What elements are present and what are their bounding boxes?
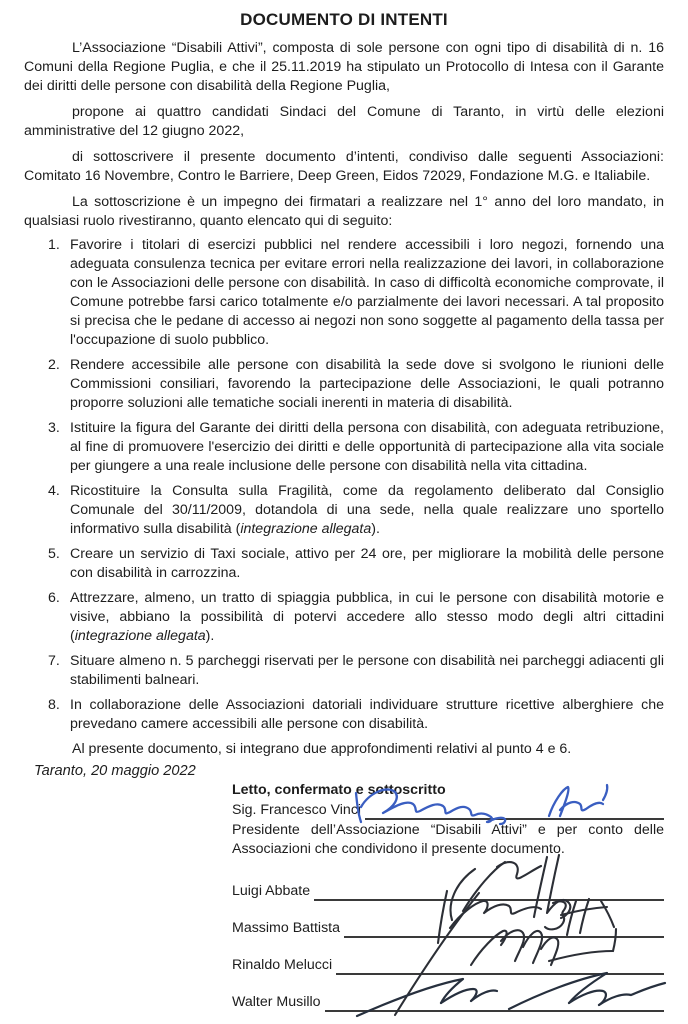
- list-item-number: 6.: [48, 590, 60, 606]
- signature-block: [232, 781, 664, 1012]
- signer-label: Sig. Francesco Vinci: [232, 802, 362, 818]
- signature-line: [325, 994, 664, 1012]
- signature-row-walter-musillo: [232, 990, 664, 1012]
- signer-label: Rinaldo Melucci: [232, 957, 333, 973]
- list-item-text-post: ).: [205, 628, 215, 644]
- list-item-text: [70, 236, 664, 350]
- list-item-text-main: Rendere accessibile alle persone con disabilità la sede dove si svolgono le riunioni delle Commissioni consiliari, favorendo la partecipazione delle Associazioni, le quali potranno proporre soluzioni alle tematiche sociali inerenti in materia di disabilità.: [70, 357, 664, 411]
- list-item-text-italic: integrazione allegata: [74, 628, 206, 644]
- list-item-number: 8.: [48, 697, 60, 713]
- president-note: Presidente dell’Associazione “Disabili Attivi” e per conto delle Associazioni che condividono il presente documento.: [232, 822, 664, 857]
- attestation-heading: Letto, confermato e sottoscritto: [232, 782, 446, 798]
- signature-row-rinaldo-melucci: [232, 953, 664, 975]
- signature-line: [314, 883, 664, 901]
- list-item-text: [70, 482, 664, 539]
- list-item-text-main: Istituire la figura del Garante dei diritti della persona con disabilità, con adeguata retribuzione, al fine di promuovere l'esercizio dei diritti e delle opportunità di partecipazione alla vita sociale per giungere a una reale inclusione delle persone con disabilità nella vita cittadina.: [70, 420, 664, 474]
- place-date: Taranto, 20 maggio 2022: [34, 763, 196, 779]
- paragraph-subscribe: di sottoscrivere il presente documento d’intenti, condiviso dalle seguenti Associazioni: Comitato 16 Novembre, Contro le Barriere, Deep Green, Eidos 72029, Fondazione M.G. e Italiabile.: [24, 149, 664, 184]
- paragraph-association-intro: L’Associazione “Disabili Attivi”, composta di sole persone con ogni tipo di disabilità di n. 16 Comuni della Regione Puglia, e che il 25.11.2019 ha stipulato un Protocollo di Intesa con il Garante dei diritti delle persone con disabilità della Regione Puglia,: [24, 40, 664, 94]
- signature-line: [336, 957, 664, 975]
- list-item-text-main: In collaborazione delle Associazioni datoriali individuare strutture ricettive alberghiere che prevedano camere accessibili alle persone con disabilità.: [70, 697, 664, 732]
- list-item: [24, 696, 664, 734]
- list-item-number: 7.: [48, 653, 60, 669]
- paragraph-commitment: La sottoscrizione è un impegno dei firmatari a realizzare nel 1° anno del loro mandato, in qualsiasi ruolo rivestiranno, quanto elencato qui di seguito:: [24, 194, 664, 229]
- signature-stroke: [497, 862, 541, 878]
- signature-row-francesco-vinci: [232, 800, 664, 820]
- list-item-text-post: ).: [371, 521, 380, 537]
- list-item-number: 2.: [48, 357, 60, 373]
- list-item-number: 5.: [48, 546, 60, 562]
- numbered-list: [24, 236, 664, 734]
- list-item-text: [70, 589, 664, 646]
- list-item-text-main: Situare almeno n. 5 parcheggi riservati per le persone con disabilità nei parcheggi adiacenti gli stabilimenti balneari.: [70, 653, 664, 688]
- list-item: [24, 482, 664, 539]
- list-item-number: 3.: [48, 420, 60, 436]
- signature-line: [344, 920, 664, 938]
- signature-row-luigi-abbate: [232, 879, 664, 901]
- list-item: [24, 236, 664, 350]
- list-item-text-main: Creare un servizio di Taxi sociale, attivo per 24 ore, per migliorare la mobilità delle persone con disabilità in carrozzina.: [70, 546, 664, 581]
- list-item-number: 4.: [48, 483, 60, 499]
- signature-row-massimo-battista: [232, 916, 664, 938]
- document-title: DOCUMENTO DI INTENTI: [240, 10, 448, 29]
- list-item: [24, 652, 664, 690]
- signer-label: Massimo Battista: [232, 920, 341, 936]
- list-item-text-main: Favorire i titolari di esercizi pubblici nel rendere accessibili i loro negozi, fornendo una adeguata consulenza tecnica per evitare errori nella realizzazione dei lavori, in collaborazione con le Associazioni delle persone con disabilità. In caso di difficoltà economiche comprovate, il Comune potrebbe farsi carico totalmente e/o parzialmente dei lavori necessari. A tal proposito si precisa che le pedane di accesso ai negozi non sono soggette al pagamento della tassa per l'occupazione di suolo pubblico.: [70, 237, 664, 348]
- list-item-number: 1.: [48, 237, 60, 253]
- paragraph-proposal: propone ai quattro candidati Sindaci del Comune di Taranto, in virtù delle elezioni amministrative del 12 giugno 2022,: [24, 104, 664, 139]
- list-item-text: [70, 356, 664, 413]
- list-item: [24, 419, 664, 476]
- signature-stroke: [561, 907, 607, 915]
- integration-note: Al presente documento, si integrano due approfondimenti relativi al punto 4 e 6.: [72, 741, 572, 757]
- signer-label: Luigi Abbate: [232, 883, 311, 899]
- list-item-text: [70, 696, 664, 734]
- list-item-text-main: Ricostituire la Consulta sulla Fragilità, come da regolamento deliberato dal Consiglio Comunale del 30/11/2009, dotandola di una sede, nella quale realizzare uno sportello informativo sulla disabilità (: [70, 483, 664, 537]
- list-item-text-italic: integrazione allegata: [240, 521, 372, 537]
- signature-line: [365, 802, 664, 820]
- list-item: [24, 545, 664, 583]
- signer-label: Walter Musillo: [232, 994, 321, 1010]
- list-item-text-main: Attrezzare, almeno, un tratto di spiaggia pubblica, in cui le persone con disabilità motorie e visive, abbiano la possibilità di potervi accedere allo stesso modo degli altri cittadini (: [70, 590, 664, 644]
- list-item-text: [70, 419, 664, 476]
- list-item: [24, 589, 664, 646]
- list-item-text: [70, 545, 664, 583]
- list-item-text: [70, 652, 664, 690]
- list-item: [24, 356, 664, 413]
